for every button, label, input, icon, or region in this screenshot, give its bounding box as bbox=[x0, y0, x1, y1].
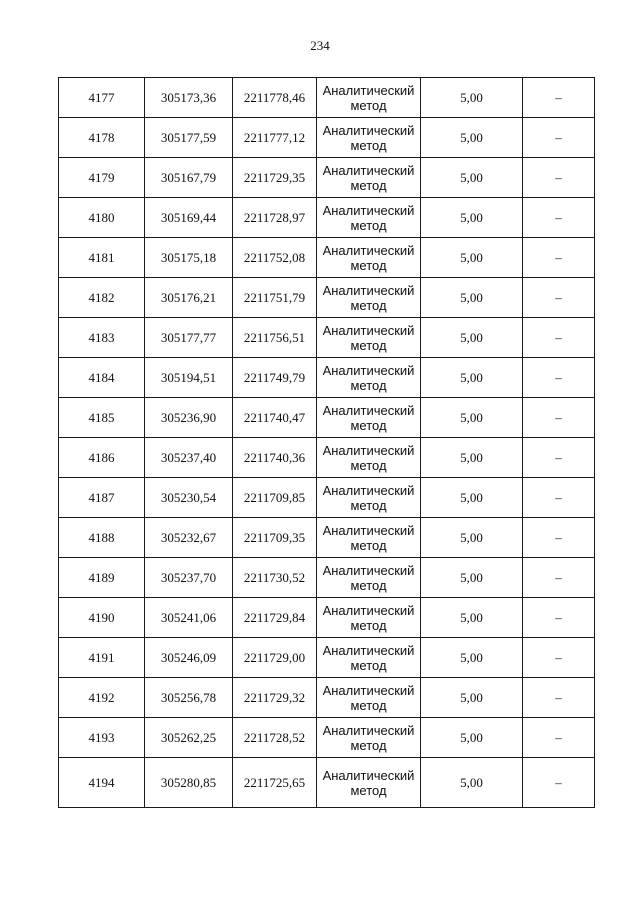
point-number-cell: 4179 bbox=[59, 158, 145, 198]
method-line-1: Аналитический bbox=[322, 682, 415, 698]
point-number-cell: 4187 bbox=[59, 478, 145, 518]
accuracy-cell: 5,00 bbox=[421, 678, 523, 718]
method-line-1: Аналитический bbox=[322, 122, 415, 138]
method-line-2: метод bbox=[350, 257, 387, 273]
method-cell bbox=[317, 118, 421, 158]
x-coordinate-cell: 305241,06 bbox=[145, 598, 233, 638]
table-row bbox=[59, 718, 595, 758]
table-row bbox=[59, 318, 595, 358]
y-coordinate-cell: 2211725,65 bbox=[233, 758, 317, 808]
note-cell: – bbox=[523, 78, 595, 118]
point-number-cell: 4180 bbox=[59, 198, 145, 238]
note-cell: – bbox=[523, 678, 595, 718]
note-cell: – bbox=[523, 558, 595, 598]
accuracy-cell: 5,00 bbox=[421, 758, 523, 808]
method-cell bbox=[317, 718, 421, 758]
accuracy-cell: 5,00 bbox=[421, 238, 523, 278]
table-row bbox=[59, 398, 595, 438]
note-cell: – bbox=[523, 518, 595, 558]
method-line-1: Аналитический bbox=[322, 562, 415, 578]
accuracy-cell: 5,00 bbox=[421, 398, 523, 438]
y-coordinate-cell: 2211751,79 bbox=[233, 278, 317, 318]
accuracy-cell: 5,00 bbox=[421, 198, 523, 238]
table-row bbox=[59, 638, 595, 678]
accuracy-cell: 5,00 bbox=[421, 518, 523, 558]
x-coordinate-cell: 305280,85 bbox=[145, 758, 233, 808]
method-cell bbox=[317, 238, 421, 278]
x-coordinate-cell: 305230,54 bbox=[145, 478, 233, 518]
page-number: 234 bbox=[310, 38, 330, 53]
x-coordinate-cell: 305169,44 bbox=[145, 198, 233, 238]
y-coordinate-cell: 2211729,00 bbox=[233, 638, 317, 678]
point-number-cell: 4186 bbox=[59, 438, 145, 478]
table-row bbox=[59, 158, 595, 198]
method-cell bbox=[317, 598, 421, 638]
method-line-2: метод bbox=[350, 337, 387, 353]
accuracy-cell: 5,00 bbox=[421, 118, 523, 158]
y-coordinate-cell: 2211728,52 bbox=[233, 718, 317, 758]
y-coordinate-cell: 2211709,85 bbox=[233, 478, 317, 518]
method-line-1: Аналитический bbox=[322, 82, 415, 98]
method-line-2: метод bbox=[350, 537, 387, 553]
note-cell: – bbox=[523, 238, 595, 278]
method-line-1: Аналитический bbox=[322, 362, 415, 378]
note-cell: – bbox=[523, 318, 595, 358]
point-number-cell: 4182 bbox=[59, 278, 145, 318]
y-coordinate-cell: 2211756,51 bbox=[233, 318, 317, 358]
method-line-1: Аналитический bbox=[322, 767, 415, 783]
method-line-1: Аналитический bbox=[322, 482, 415, 498]
note-cell: – bbox=[523, 718, 595, 758]
y-coordinate-cell: 2211729,35 bbox=[233, 158, 317, 198]
method-line-2: метод bbox=[350, 417, 387, 433]
x-coordinate-cell: 305256,78 bbox=[145, 678, 233, 718]
method-line-1: Аналитический bbox=[322, 322, 415, 338]
table-row bbox=[59, 478, 595, 518]
point-number-cell: 4181 bbox=[59, 238, 145, 278]
method-line-1: Аналитический bbox=[322, 162, 415, 178]
method-line-2: метод bbox=[350, 657, 387, 673]
table-body bbox=[59, 78, 595, 808]
coordinates-table bbox=[58, 77, 595, 808]
accuracy-cell: 5,00 bbox=[421, 78, 523, 118]
method-line-2: метод bbox=[350, 217, 387, 233]
method-line-2: метод bbox=[350, 377, 387, 393]
accuracy-cell: 5,00 bbox=[421, 598, 523, 638]
note-cell: – bbox=[523, 478, 595, 518]
note-cell: – bbox=[523, 158, 595, 198]
point-number-cell: 4189 bbox=[59, 558, 145, 598]
table-row bbox=[59, 278, 595, 318]
table-row bbox=[59, 118, 595, 158]
accuracy-cell: 5,00 bbox=[421, 558, 523, 598]
method-line-2: метод bbox=[350, 782, 387, 798]
y-coordinate-cell: 2211752,08 bbox=[233, 238, 317, 278]
method-line-1: Аналитический bbox=[322, 202, 415, 218]
x-coordinate-cell: 305262,25 bbox=[145, 718, 233, 758]
point-number-cell: 4185 bbox=[59, 398, 145, 438]
method-cell bbox=[317, 78, 421, 118]
table-row bbox=[59, 678, 595, 718]
table-row bbox=[59, 598, 595, 638]
method-line-1: Аналитический bbox=[322, 602, 415, 618]
table-row bbox=[59, 358, 595, 398]
x-coordinate-cell: 305177,77 bbox=[145, 318, 233, 358]
method-cell bbox=[317, 638, 421, 678]
point-number-cell: 4177 bbox=[59, 78, 145, 118]
method-cell bbox=[317, 278, 421, 318]
accuracy-cell: 5,00 bbox=[421, 318, 523, 358]
method-cell bbox=[317, 478, 421, 518]
table-row bbox=[59, 558, 595, 598]
method-cell bbox=[317, 358, 421, 398]
note-cell: – bbox=[523, 118, 595, 158]
x-coordinate-cell: 305173,36 bbox=[145, 78, 233, 118]
method-line-2: метод bbox=[350, 497, 387, 513]
accuracy-cell: 5,00 bbox=[421, 358, 523, 398]
method-line-2: метод bbox=[350, 697, 387, 713]
method-cell bbox=[317, 518, 421, 558]
method-cell bbox=[317, 158, 421, 198]
note-cell: – bbox=[523, 198, 595, 238]
method-cell bbox=[317, 438, 421, 478]
method-line-2: метод bbox=[350, 617, 387, 633]
table-row bbox=[59, 758, 595, 808]
accuracy-cell: 5,00 bbox=[421, 438, 523, 478]
method-line-2: метод bbox=[350, 97, 387, 113]
method-line-2: метод bbox=[350, 177, 387, 193]
note-cell: – bbox=[523, 598, 595, 638]
y-coordinate-cell: 2211729,32 bbox=[233, 678, 317, 718]
x-coordinate-cell: 305237,70 bbox=[145, 558, 233, 598]
point-number-cell: 4178 bbox=[59, 118, 145, 158]
note-cell: – bbox=[523, 438, 595, 478]
y-coordinate-cell: 2211709,35 bbox=[233, 518, 317, 558]
method-cell bbox=[317, 398, 421, 438]
point-number-cell: 4191 bbox=[59, 638, 145, 678]
point-number-cell: 4184 bbox=[59, 358, 145, 398]
accuracy-cell: 5,00 bbox=[421, 638, 523, 678]
y-coordinate-cell: 2211749,79 bbox=[233, 358, 317, 398]
method-line-2: метод bbox=[350, 577, 387, 593]
method-cell bbox=[317, 198, 421, 238]
point-number-cell: 4193 bbox=[59, 718, 145, 758]
note-cell: – bbox=[523, 278, 595, 318]
note-cell: – bbox=[523, 358, 595, 398]
method-line-2: метод bbox=[350, 297, 387, 313]
x-coordinate-cell: 305177,59 bbox=[145, 118, 233, 158]
x-coordinate-cell: 305237,40 bbox=[145, 438, 233, 478]
method-cell bbox=[317, 678, 421, 718]
method-line-1: Аналитический bbox=[322, 402, 415, 418]
y-coordinate-cell: 2211730,52 bbox=[233, 558, 317, 598]
y-coordinate-cell: 2211740,47 bbox=[233, 398, 317, 438]
method-line-1: Аналитический bbox=[322, 522, 415, 538]
x-coordinate-cell: 305176,21 bbox=[145, 278, 233, 318]
point-number-cell: 4194 bbox=[59, 758, 145, 808]
method-line-1: Аналитический bbox=[322, 242, 415, 258]
x-coordinate-cell: 305175,18 bbox=[145, 238, 233, 278]
point-number-cell: 4188 bbox=[59, 518, 145, 558]
accuracy-cell: 5,00 bbox=[421, 478, 523, 518]
note-cell: – bbox=[523, 398, 595, 438]
y-coordinate-cell: 2211729,84 bbox=[233, 598, 317, 638]
method-cell bbox=[317, 558, 421, 598]
table-row bbox=[59, 438, 595, 478]
x-coordinate-cell: 305167,79 bbox=[145, 158, 233, 198]
method-line-1: Аналитический bbox=[322, 442, 415, 458]
accuracy-cell: 5,00 bbox=[421, 278, 523, 318]
point-number-cell: 4192 bbox=[59, 678, 145, 718]
x-coordinate-cell: 305232,67 bbox=[145, 518, 233, 558]
table-row bbox=[59, 198, 595, 238]
point-number-cell: 4183 bbox=[59, 318, 145, 358]
method-line-1: Аналитический bbox=[322, 642, 415, 658]
method-cell bbox=[317, 758, 421, 808]
y-coordinate-cell: 2211740,36 bbox=[233, 438, 317, 478]
method-line-1: Аналитический bbox=[322, 282, 415, 298]
x-coordinate-cell: 305246,09 bbox=[145, 638, 233, 678]
y-coordinate-cell: 2211778,46 bbox=[233, 78, 317, 118]
table-row bbox=[59, 78, 595, 118]
method-line-1: Аналитический bbox=[322, 722, 415, 738]
y-coordinate-cell: 2211728,97 bbox=[233, 198, 317, 238]
note-cell: – bbox=[523, 758, 595, 808]
accuracy-cell: 5,00 bbox=[421, 718, 523, 758]
note-cell: – bbox=[523, 638, 595, 678]
x-coordinate-cell: 305236,90 bbox=[145, 398, 233, 438]
accuracy-cell: 5,00 bbox=[421, 158, 523, 198]
point-number-cell: 4190 bbox=[59, 598, 145, 638]
table-row bbox=[59, 238, 595, 278]
y-coordinate-cell: 2211777,12 bbox=[233, 118, 317, 158]
method-line-2: метод bbox=[350, 137, 387, 153]
method-line-2: метод bbox=[350, 457, 387, 473]
method-line-2: метод bbox=[350, 737, 387, 753]
x-coordinate-cell: 305194,51 bbox=[145, 358, 233, 398]
method-cell bbox=[317, 318, 421, 358]
table-row bbox=[59, 518, 595, 558]
